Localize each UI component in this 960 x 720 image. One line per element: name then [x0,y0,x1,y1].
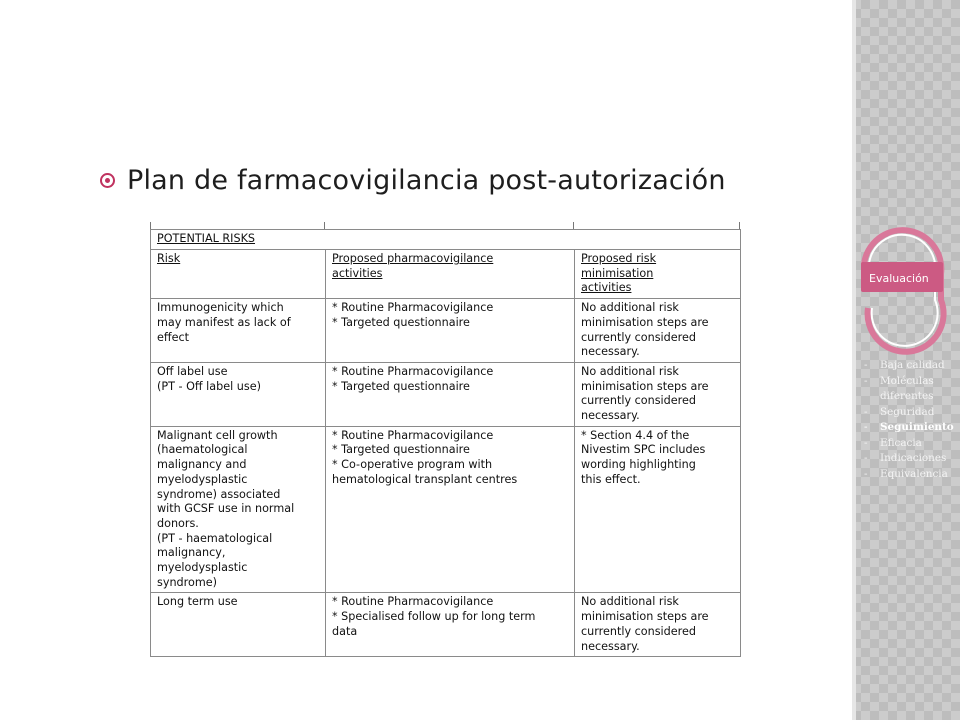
cell-line: wording highlighting [581,458,696,472]
cell-line: with GCSF use in normal [157,502,295,516]
slide-heading: Plan de farmacovigilancia post-autorización [127,164,726,196]
cell-line: hematological transplant centres [332,472,518,486]
cell-line: myelodysplastic [157,472,248,486]
sidebar-nav-label: Eficacia [880,436,922,449]
sidebar-nav-item[interactable] [864,374,956,405]
header-risk: Risk [151,250,326,299]
cell-line: minimisation steps are [581,315,709,329]
cell-line: myelodysplastic [157,561,248,575]
cell-line: necessary. [581,639,640,653]
cell-line: minimisation steps are [581,610,709,624]
cell-line: No additional risk [581,364,679,378]
nav-dash: - [864,405,868,418]
cell-line: malignancy and [157,458,247,472]
cell-line: * Routine Pharmacovigilance [332,595,494,609]
cell-line: * Routine Pharmacovigilance [332,301,494,315]
cell-line: * Section 4.4 of the [581,428,690,442]
header-pharmacovigilance: Proposed pharmacovigilance activities [326,250,575,299]
cell-line: effect [157,330,190,344]
nav-dash: - [864,359,868,371]
cell-line: No additional risk [581,595,679,609]
sidebar-nav-label: Seguimiento [880,421,954,433]
sidebar-nav-item[interactable] [864,436,956,452]
nav-dash: - [864,421,868,433]
cell-line: * Targeted questionnaire [332,443,470,457]
sidebar-nav-item[interactable] [864,451,956,467]
nav-dash: - [864,452,868,464]
nav-dash: - [864,374,868,387]
nav-dash: - [864,436,868,449]
cell-line: (PT - haematological [157,531,273,545]
sidebar-nav-label: Seguridad [880,405,935,418]
cell-line: No additional risk [581,301,679,315]
cell-line: currently considered [581,330,696,344]
cell-line: malignancy, [157,546,226,560]
cell-line: Malignant cell growth [157,428,278,442]
cell-line: * Routine Pharmacovigilance [332,428,494,442]
cell-line: Immunogenicity which [157,301,284,315]
cell-line: donors. [157,516,199,530]
nav-dash: - [864,467,868,480]
cell-line: Off label use [157,364,228,378]
cell-line: * Targeted questionnaire [332,379,470,393]
sidebar-nav-label: Moléculas diferentes [880,374,934,402]
cell-line: may manifest as lack of [157,315,291,329]
cell-line: currently considered [581,394,696,408]
cell-line: currently considered [581,624,696,638]
cell-line: minimisation steps are [581,379,709,393]
sidebar-nav-label: Baja calidad [880,359,945,371]
cell-line: * Routine Pharmacovigilance [332,364,494,378]
sidebar-nav-item[interactable] [864,405,956,421]
cell-line: data [332,624,358,638]
header-risk-minimisation: Proposed risk minimisation activities [575,250,741,299]
sidebar-nav-item[interactable] [864,467,956,483]
cell-line: necessary. [581,345,640,359]
cell-line: necessary. [581,409,640,423]
cell-line: * Co-operative program with [332,458,493,472]
sidebar-nav-list [864,358,956,482]
table-section-title: POTENTIAL RISKS [151,230,741,250]
cell-line: this effect. [581,472,641,486]
cell-line: Nivestim SPC includes [581,443,706,457]
cell-line: * Targeted questionnaire [332,315,470,329]
cell-line: * Specialised follow up for long term [332,610,536,624]
cell-line: syndrome) associated [157,487,281,501]
sidebar-nav-item[interactable] [864,420,956,436]
ring-label: Evaluación [869,272,929,285]
cell-line: Long term use [157,595,238,609]
cell-line: syndrome) [157,575,217,589]
cell-line: (PT - Off label use) [157,379,261,393]
sidebar-nav-item[interactable] [864,358,956,374]
sidebar-nav-label: Equivalencia [880,467,948,480]
cell-line: (haematological [157,443,248,457]
sidebar-nav-label: Indicaciones [880,452,947,464]
